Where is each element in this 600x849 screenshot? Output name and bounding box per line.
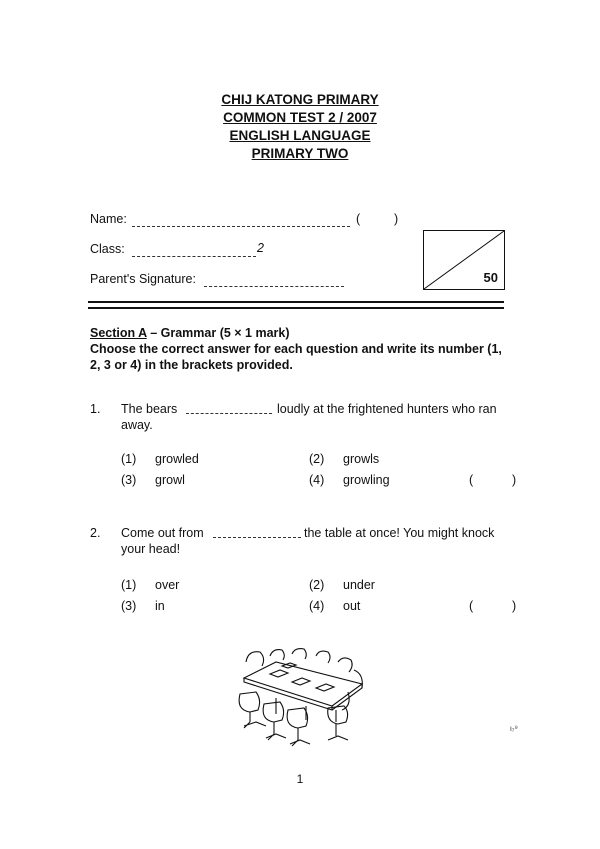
q1-option-4[interactable]: growling bbox=[343, 473, 390, 487]
q2-number: 2. bbox=[90, 526, 101, 540]
q1-option-1[interactable]: growled bbox=[155, 452, 199, 466]
signature-field[interactable] bbox=[204, 286, 344, 287]
section-a-instructions: Choose the correct answer for each question and write its number (1, 2, 3 or 4) in the brackets provided. bbox=[90, 342, 502, 372]
q2-text-before: Come out from bbox=[121, 526, 204, 540]
q2-option-1[interactable]: over bbox=[155, 578, 180, 592]
divider-top bbox=[88, 301, 504, 303]
q2-text-after: the table at once! You might knock bbox=[304, 526, 495, 540]
q1-option-4-num: (4) bbox=[309, 473, 325, 487]
q1-text-after: loudly at the frightened hunters who ran bbox=[277, 402, 497, 416]
q2-answer-open: ( bbox=[469, 599, 474, 613]
q1-text-before: The bears bbox=[121, 402, 178, 416]
q2-option-3-num: (3) bbox=[121, 599, 137, 613]
q1-option-2-num: (2) bbox=[309, 452, 325, 466]
q2-option-4-num: (4) bbox=[309, 599, 325, 613]
class-value: 2 bbox=[257, 241, 264, 255]
q2-text-line2: your head! bbox=[121, 542, 181, 556]
name-bracket-open: ( bbox=[356, 212, 361, 226]
school-name: CHIJ KATONG PRIMARY bbox=[221, 92, 379, 107]
q2-option-3[interactable]: in bbox=[155, 599, 165, 613]
divider-bottom bbox=[88, 307, 504, 309]
q2-answer-close: ) bbox=[512, 599, 517, 613]
level-title: PRIMARY TWO bbox=[251, 146, 349, 161]
q2-option-2[interactable]: under bbox=[343, 578, 375, 592]
signature-label: Parent's Signature: bbox=[90, 272, 196, 286]
q2-option-1-num: (1) bbox=[121, 578, 137, 592]
name-field[interactable] bbox=[132, 226, 350, 227]
q2-blank[interactable] bbox=[213, 537, 301, 538]
name-bracket-close: ) bbox=[394, 212, 399, 226]
test-title: COMMON TEST 2 / 2007 bbox=[223, 110, 377, 125]
q1-text-line2: away. bbox=[121, 418, 153, 432]
score-box bbox=[423, 230, 505, 290]
q1-option-3[interactable]: growl bbox=[155, 473, 185, 487]
q1-option-1-num: (1) bbox=[121, 452, 137, 466]
margin-mark: ι₇⁹ bbox=[510, 724, 518, 733]
q2-answer-box[interactable] bbox=[478, 598, 508, 614]
q2-option-2-num: (2) bbox=[309, 578, 325, 592]
q2-option-4[interactable]: out bbox=[343, 599, 361, 613]
q1-number: 1. bbox=[90, 402, 101, 416]
section-a-marks: – Grammar (5 × 1 mark) bbox=[146, 326, 290, 340]
class-field[interactable] bbox=[132, 256, 256, 257]
page-number: 1 bbox=[296, 772, 304, 786]
class-label: Class: bbox=[90, 242, 125, 256]
score-total: 50 bbox=[483, 270, 498, 285]
name-label: Name: bbox=[90, 212, 127, 226]
q1-answer-open: ( bbox=[469, 473, 474, 487]
q1-answer-close: ) bbox=[512, 473, 517, 487]
section-a-title bbox=[90, 325, 510, 341]
subject-title: ENGLISH LANGUAGE bbox=[229, 128, 371, 143]
q1-option-2[interactable]: growls bbox=[343, 452, 380, 466]
q1-answer-box[interactable] bbox=[478, 472, 508, 488]
q1-option-3-num: (3) bbox=[121, 473, 137, 487]
q1-blank[interactable] bbox=[186, 413, 272, 414]
section-a-label: Section A bbox=[90, 326, 147, 340]
conference-table-illustration bbox=[236, 648, 368, 756]
